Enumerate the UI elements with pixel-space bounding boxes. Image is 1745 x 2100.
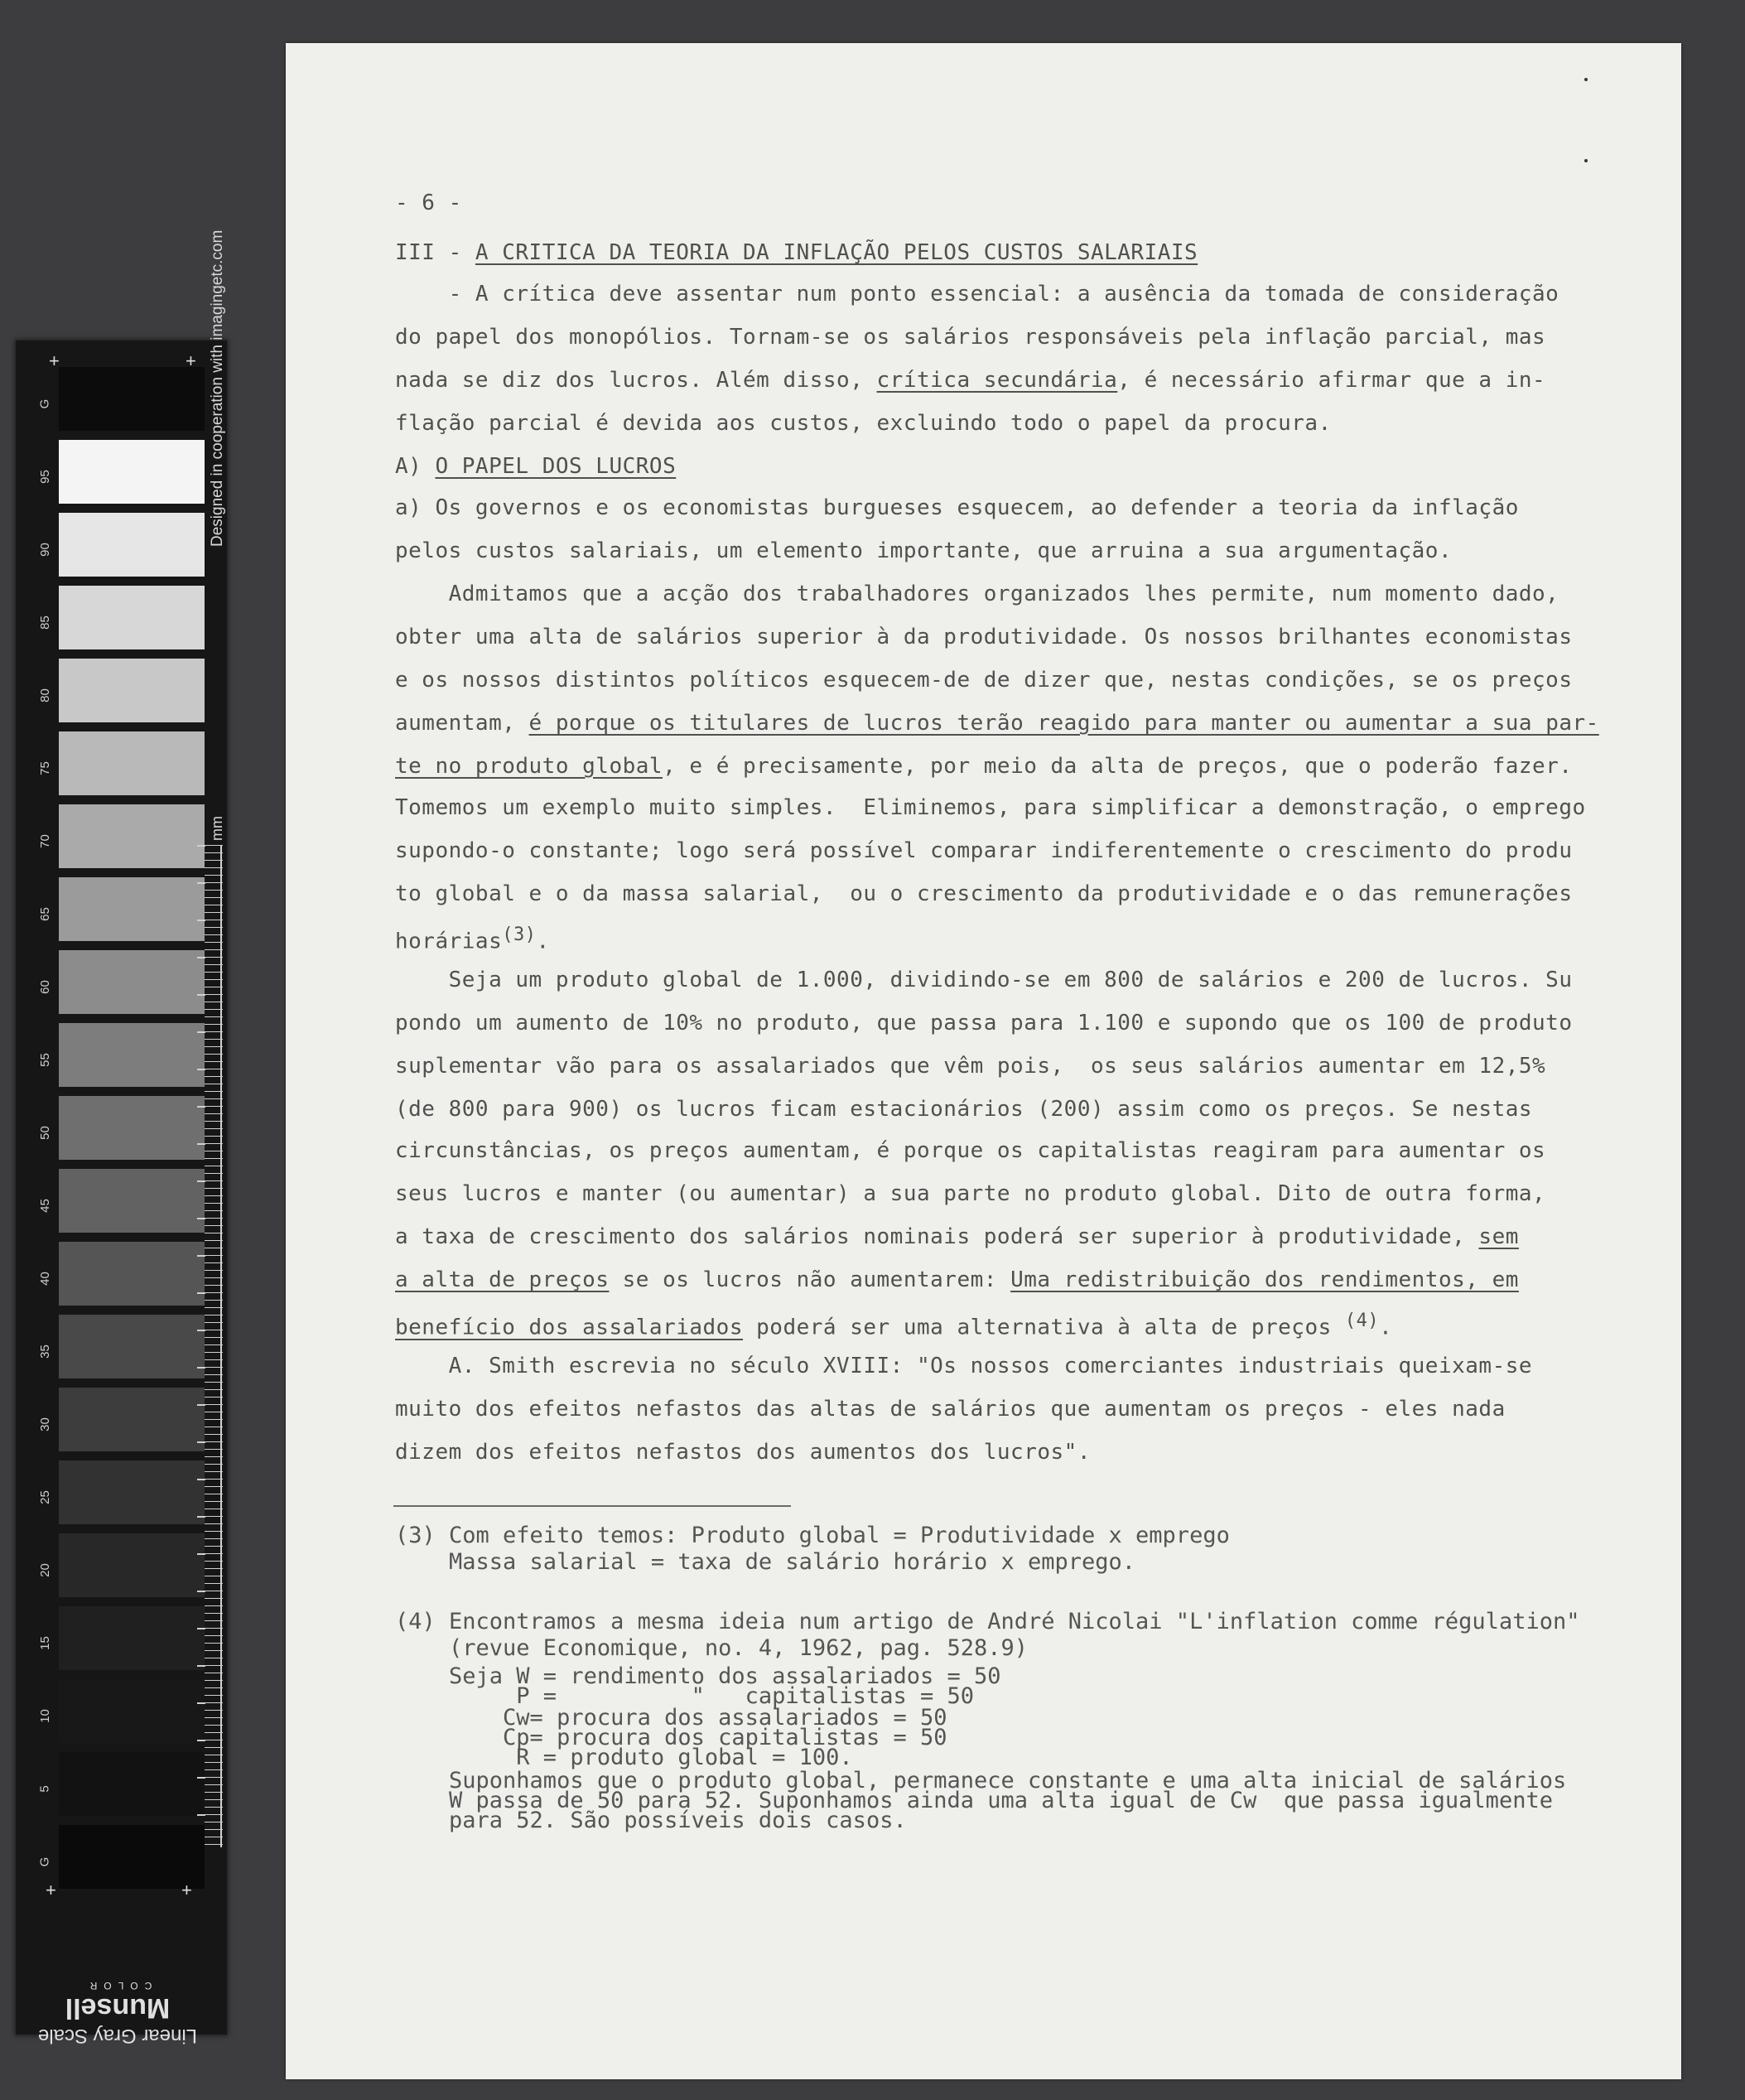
gray-patch: [59, 513, 205, 577]
footnote-ref: (4): [1344, 1311, 1380, 1331]
text-line: dizem dos efeitos nefastos dos aumentos dos lucros".: [395, 1440, 1091, 1465]
footnote-line: R = produto global = 100.: [395, 1745, 853, 1770]
underlined-text: te no produto global: [395, 754, 663, 779]
text-line: muito dos efeitos nefastos das altas de salários que aumentam os preços - eles nada: [395, 1397, 1506, 1422]
gray-patch: [59, 1023, 205, 1087]
gray-patch-number: [34, 1679, 55, 1752]
gray-patch-number-text: 25: [37, 1489, 52, 1504]
gray-patch-number-text: 95: [37, 469, 52, 484]
text-line: e os nossos distintos políticos esquecem-de de dizer que, nestas condições, se os preços: [395, 668, 1573, 693]
text-span: .: [536, 929, 550, 954]
footnote-line: P = " capitalistas = 50: [395, 1683, 974, 1709]
footnote-line: Seja W = rendimento dos assalariados = 50: [395, 1663, 1001, 1689]
gray-patch-number-text: 10: [37, 1708, 52, 1723]
text-line: [395, 1224, 1519, 1249]
gray-patch-number: [34, 1388, 55, 1460]
underlined-text: a alta de preços: [395, 1267, 610, 1292]
gray-patch-number-text: 15: [37, 1635, 52, 1650]
footnote-line: Cw= procura dos assalariados = 50: [395, 1705, 947, 1731]
heading-prefix: III -: [395, 240, 475, 265]
text-line: [395, 368, 1545, 393]
gray-patch-number-text: 5: [37, 1784, 52, 1793]
underlined-text: sem: [1478, 1224, 1519, 1249]
footnote-line: Suponhamos que o produto global, permanece constante e uma alta inicial de salários: [395, 1768, 1567, 1793]
gray-patch: [59, 659, 205, 722]
footnote-separator: [393, 1505, 791, 1507]
gray-patch-number-text: 75: [37, 760, 52, 775]
text-line: pondo um aumento de 10% no produto, que passa para 1.100 e supondo que os 100 de produto: [395, 1011, 1573, 1036]
gray-patch-number-text: 60: [37, 979, 52, 994]
gray-patch: [59, 804, 205, 868]
gray-patch: [59, 1169, 205, 1233]
footnote-line: (revue Economique, no. 4, 1962, pag. 528.9): [395, 1635, 1029, 1661]
gray-patch: [59, 1315, 205, 1378]
text-line: [395, 1311, 1392, 1340]
document-text: [286, 43, 1681, 2079]
gray-patch: [59, 1679, 205, 1743]
text-line: Admitamos que a acção dos trabalhadores organizados lhes permite, num momento dado,: [395, 582, 1559, 606]
text-span: .: [1379, 1315, 1393, 1340]
paper-speck: [1584, 159, 1588, 162]
gray-patch-number: [34, 659, 55, 731]
footnote-line: (3) Com efeito temos: Produto global = Produtividade x emprego: [395, 1523, 1230, 1548]
ruler-unit-label: mm: [209, 816, 225, 841]
footnote-line: Massa salarial = taxa de salário horário x emprego.: [395, 1549, 1136, 1575]
gray-patch-number-text: 90: [37, 542, 52, 557]
text-span: , e é precisamente, por meio da alta de preços, que o poderão fazer.: [663, 754, 1573, 779]
paper-speck: [1584, 78, 1588, 81]
text-span: horárias: [395, 929, 503, 954]
gray-patch: [59, 586, 205, 649]
text-line: obter uma alta de salários superior à da produtividade. Os nossos brilhantes economistas: [395, 625, 1573, 649]
text-line: seus lucros e manter (ou aumentar) a sua parte no produto global. Dito de outra forma,: [395, 1181, 1546, 1206]
text-line: suplementar vão para os assalariados que vêm pois, os seus salários aumentar em 12,5%: [395, 1054, 1546, 1079]
gray-patch-number-text: 85: [37, 615, 52, 630]
page-number: - 6 -: [395, 191, 462, 215]
gray-patch-number: [34, 1096, 55, 1169]
underlined-text: benefício dos assalariados: [395, 1315, 743, 1340]
gray-patch-number-text: G: [37, 398, 52, 408]
plus-mark-icon: +: [46, 1880, 56, 1900]
gray-patch-number: [34, 1169, 55, 1242]
gray-patch-number-text: G: [37, 1856, 52, 1866]
gray-patch-number: [34, 1606, 55, 1679]
gray-patch-number-text: 20: [37, 1562, 52, 1577]
subheading-prefix: A): [395, 454, 436, 479]
gray-patch-number: [34, 731, 55, 804]
gray-patch: [59, 1533, 205, 1597]
gray-patch-number: [34, 1315, 55, 1388]
gray-patch-number: [34, 1460, 55, 1533]
gray-patch-number: [34, 440, 55, 513]
plus-mark-icon: +: [49, 350, 60, 371]
footnote-line: W passa de 50 para 52. Suponhamos ainda uma alta igual de Cw que passa igualmente: [395, 1788, 1553, 1813]
footnote-line: (4) Encontramos a mesma ideia num artigo de André Nicolai "L'inflation comme régulation": [395, 1609, 1580, 1634]
text-line: - A crítica deve assentar num ponto essencial: a ausência da tomada de consideração: [395, 282, 1559, 307]
gray-patch-number: [34, 1752, 55, 1825]
text-span: aumentam,: [395, 711, 529, 736]
gray-patch: [59, 1096, 205, 1160]
gray-patch-number-text: 40: [37, 1271, 52, 1286]
text-span: a taxa de crescimento dos salários nominais poderá ser superior à produtividade,: [395, 1224, 1479, 1249]
brand-color-word: COLOR: [83, 1980, 152, 1991]
text-span: nada se diz dos lucros. Além disso,: [395, 368, 877, 393]
gray-patch-number: [34, 513, 55, 586]
footnote-ref: (3): [502, 924, 537, 945]
gray-patch: [59, 950, 205, 1014]
text-line: A. Smith escrevia no século XVIII: "Os nossos comerciantes industriais queixam-se: [395, 1354, 1533, 1378]
text-span: se os lucros não aumentarem:: [609, 1267, 1011, 1292]
gray-patch-number: [34, 1242, 55, 1315]
gray-patch: [59, 1242, 205, 1306]
gray-patch-number: [34, 950, 55, 1023]
card-credit-text: Designed in cooperation with imagingetc.com: [209, 229, 226, 547]
brand-name: Munsell: [65, 1992, 171, 2024]
document-page: [286, 43, 1681, 2079]
footnote-line: Cp= procura dos capitalistas = 50: [395, 1725, 947, 1750]
gray-patch: [59, 1388, 205, 1451]
text-span: , é necessário afirmar que a in-: [1117, 368, 1546, 393]
text-line: flação parcial é devida aos custos, excluindo todo o papel da procura.: [395, 411, 1332, 436]
gray-patch-number-text: 70: [37, 833, 52, 848]
gray-patch-number-text: 65: [37, 906, 52, 921]
gray-scale-patches: [59, 367, 205, 1898]
munsell-logo: [35, 1980, 200, 2047]
gray-patch: [59, 1752, 205, 1816]
heading-title: A CRITICA DA TEORIA DA INFLAÇÃO PELOS CUSTOS SALARIAIS: [475, 240, 1198, 265]
gray-patch-number: [34, 1533, 55, 1606]
ruler-major-ticks: [197, 845, 205, 1847]
brand-subtitle: Linear Gray Scale: [37, 2025, 198, 2047]
gray-patch-number-text: 35: [37, 1344, 52, 1359]
text-line: circunstâncias, os preços aumentam, é porque os capitalistas reagiram para aumentar os: [395, 1138, 1546, 1163]
text-line: [395, 754, 1573, 779]
ruler-line: [220, 845, 222, 1847]
text-span: poderá ser uma alternativa à alta de preços: [743, 1315, 1345, 1340]
gray-patch-number: [34, 1023, 55, 1096]
gray-patch-number-text: 50: [37, 1125, 52, 1140]
underlined-text: crítica secundária: [876, 368, 1118, 393]
text-line: supondo-o constante; logo será possível comparar indiferentemente o crescimento do produ: [395, 838, 1573, 863]
text-line: Seja um produto global de 1.000, dividindo-se em 800 de salários e 200 de lucros. Su: [395, 968, 1573, 992]
gray-patch-number: [34, 586, 55, 659]
gray-patch-number: [34, 804, 55, 877]
gray-patch: [59, 1606, 205, 1670]
gray-patch-number-text: 30: [37, 1417, 52, 1431]
plus-mark-icon: +: [181, 1880, 192, 1900]
gray-patch: [59, 367, 205, 431]
gray-patch-number-text: 55: [37, 1052, 52, 1067]
text-line: to global e o da massa salarial, ou o crescimento da produtividade e o das remunerações: [395, 881, 1573, 906]
footnote-line: para 52. São possíveis dois casos.: [395, 1808, 907, 1833]
underlined-text: é porque os titulares de lucros terão reagido para manter ou aumentar a sua par-: [528, 711, 1599, 736]
text-line: [395, 1267, 1519, 1292]
gray-patch-number: [34, 877, 55, 950]
gray-patch: [59, 440, 205, 504]
gray-patch-number-text: 80: [37, 688, 52, 702]
text-line: a) Os governos e os economistas burgueses esquecem, ao defender a teoria da inflação: [395, 495, 1519, 520]
underlined-text: Uma redistribuição dos rendimentos, em: [1010, 1267, 1519, 1292]
gray-scale-card: [15, 340, 228, 2035]
gray-scale-numbers: [34, 367, 55, 1898]
text-line: [395, 711, 1599, 736]
text-line: [395, 924, 550, 954]
subheading-title: O PAPEL DOS LUCROS: [435, 454, 677, 479]
gray-patch-number-text: 45: [37, 1198, 52, 1213]
subheading: [395, 454, 676, 479]
text-line: pelos custos salariais, um elemento importante, que arruina a sua argumentação.: [395, 538, 1453, 563]
text-line: (de 800 para 900) os lucros ficam estacionários (200) assim como os preços. Se nestas: [395, 1097, 1533, 1122]
section-heading: [395, 240, 1198, 265]
gray-patch: [59, 731, 205, 795]
text-line: Tomemos um exemplo muito simples. Eliminemos, para simplificar a demonstração, o emprego: [395, 795, 1586, 820]
gray-patch: [59, 877, 205, 941]
gray-patch: [59, 1460, 205, 1524]
plus-mark-icon: +: [186, 350, 196, 371]
text-line: do papel dos monopólios. Tornam-se os salários responsáveis pela inflação parcial, mas: [395, 325, 1546, 350]
gray-patch-number: [34, 367, 55, 440]
